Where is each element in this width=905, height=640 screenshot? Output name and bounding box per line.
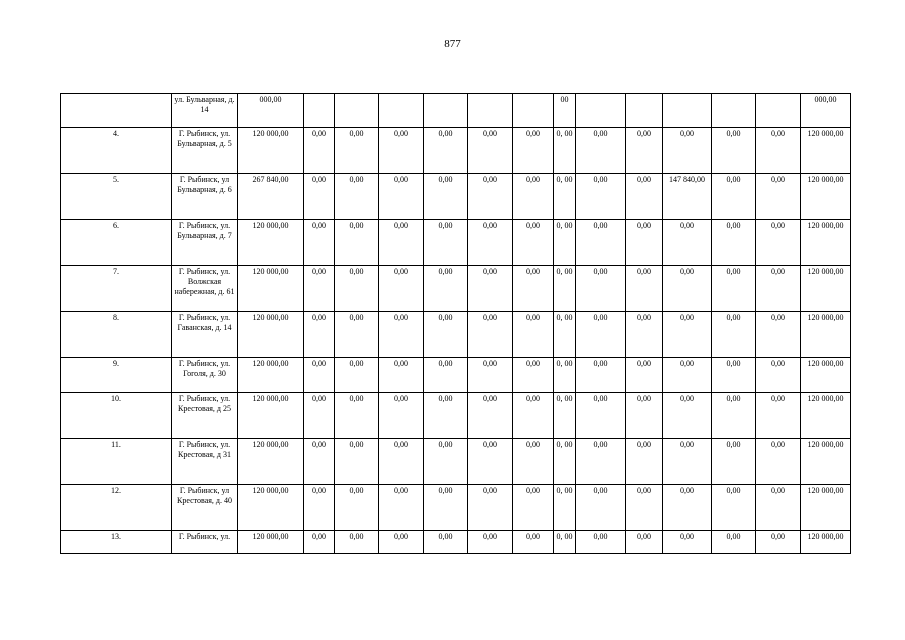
value-cell: 0, 00 [554,358,576,393]
value-cell: 0,00 [576,174,626,220]
address-cell: Г. Рыбинск, ул. Крестовая, д 25 [172,393,238,439]
row-number-cell: 5. [61,174,172,220]
value-cell: 0,00 [335,128,379,174]
value-cell: 0,00 [576,393,626,439]
value-cell: 0,00 [468,393,513,439]
value-cell: 0,00 [576,220,626,266]
value-cell: 0,00 [335,439,379,485]
value-cell: 0,00 [468,128,513,174]
value-cell: 0,00 [379,531,424,554]
value-cell: 0, 00 [554,266,576,312]
value-cell: 0,00 [304,128,335,174]
value-cell: 0,00 [513,220,554,266]
address-cell: Г. Рыбинск, ул. Волжская набережная, д. 61 [172,266,238,312]
address-cell: ул. Бульварная, д. 14 [172,94,238,128]
value-cell: 0,00 [576,439,626,485]
value-cell: 0,00 [379,266,424,312]
table-row [61,220,851,266]
value-cell: 0,00 [468,485,513,531]
value-cell: 0,00 [712,358,756,393]
address-cell: Г. Рыбинск, ул Крестовая, д. 40 [172,485,238,531]
value-cell [663,94,712,128]
value-cell: 120 000,00 [801,485,851,531]
row-number-cell: 12. [61,485,172,531]
value-cell: 0,00 [379,485,424,531]
value-cell: 0,00 [424,220,468,266]
value-cell: 0,00 [468,439,513,485]
row-number-cell: 9. [61,358,172,393]
value-cell: 0,00 [663,358,712,393]
value-cell [424,94,468,128]
value-cell: 0,00 [663,266,712,312]
value-cell: 0,00 [626,266,663,312]
value-cell: 0,00 [335,393,379,439]
value-cell: 0,00 [756,531,801,554]
value-cell: 0,00 [626,220,663,266]
value-cell: 00 [554,94,576,128]
value-cell: 0,00 [424,266,468,312]
value-cell: 0, 00 [554,220,576,266]
value-cell: 0,00 [626,174,663,220]
value-cell: 0,00 [513,531,554,554]
row-number-cell: 8. [61,312,172,358]
value-cell: 0,00 [712,266,756,312]
row-number-cell: 6. [61,220,172,266]
value-cell: 0,00 [304,531,335,554]
value-cell: 0,00 [468,531,513,554]
value-cell: 0,00 [424,485,468,531]
table-row [61,439,851,485]
value-cell: 120 000,00 [801,358,851,393]
value-cell: 0,00 [379,174,424,220]
value-cell [335,94,379,128]
value-cell: 0,00 [379,393,424,439]
value-cell: 0,00 [712,220,756,266]
value-cell: 0,00 [663,220,712,266]
value-cell [379,94,424,128]
value-cell: 120 000,00 [238,266,304,312]
value-cell: 0,00 [626,531,663,554]
value-cell: 0, 00 [554,439,576,485]
value-cell: 0,00 [335,312,379,358]
value-cell: 0,00 [424,312,468,358]
value-cell: 0,00 [626,439,663,485]
value-cell: 0,00 [335,266,379,312]
value-cell: 0,00 [712,439,756,485]
row-number-cell: 11. [61,439,172,485]
value-cell [712,94,756,128]
value-cell: 0,00 [626,128,663,174]
value-cell: 120 000,00 [801,128,851,174]
value-cell: 0,00 [663,128,712,174]
table-row [61,266,851,312]
value-cell: 0,00 [424,393,468,439]
row-number-cell: 10. [61,393,172,439]
value-cell [468,94,513,128]
address-cell: Г. Рыбинск, ул. Гаванская, д. 14 [172,312,238,358]
value-cell [304,94,335,128]
value-cell: 0,00 [663,312,712,358]
value-cell: 0,00 [424,531,468,554]
value-cell: 0, 00 [554,393,576,439]
value-cell: 0,00 [756,312,801,358]
data-table [60,93,851,554]
value-cell: 0,00 [304,220,335,266]
value-cell: 0,00 [513,393,554,439]
value-cell: 120 000,00 [801,220,851,266]
value-cell: 0,00 [335,531,379,554]
value-cell: 000,00 [238,94,304,128]
value-cell: 0,00 [712,531,756,554]
value-cell: 0,00 [663,531,712,554]
value-cell: 0,00 [304,358,335,393]
value-cell: 0,00 [576,358,626,393]
table-row [61,128,851,174]
value-cell: 0,00 [513,174,554,220]
value-cell: 0,00 [468,358,513,393]
value-cell: 0,00 [712,393,756,439]
value-cell: 0,00 [756,220,801,266]
value-cell: 0,00 [712,312,756,358]
value-cell: 120 000,00 [801,393,851,439]
value-cell: 0,00 [379,128,424,174]
value-cell: 147 840,00 [663,174,712,220]
value-cell: 0,00 [626,312,663,358]
value-cell: 0,00 [576,485,626,531]
value-cell: 120 000,00 [238,358,304,393]
value-cell: 0, 00 [554,485,576,531]
value-cell: 0,00 [304,485,335,531]
value-cell: 120 000,00 [238,312,304,358]
value-cell: 0,00 [304,174,335,220]
value-cell: 120 000,00 [238,531,304,554]
value-cell: 0,00 [513,485,554,531]
value-cell: 0,00 [756,266,801,312]
row-number-cell: 7. [61,266,172,312]
value-cell: 0,00 [468,174,513,220]
value-cell: 0,00 [663,485,712,531]
table-row [61,393,851,439]
value-cell: 0,00 [335,220,379,266]
table-row [61,174,851,220]
value-cell: 0,00 [379,358,424,393]
value-cell: 0,00 [576,312,626,358]
value-cell: 0,00 [712,128,756,174]
value-cell: 0,00 [468,266,513,312]
address-cell: Г. Рыбинск, ул. Крестовая, д 31 [172,439,238,485]
table-row [61,312,851,358]
value-cell: 0,00 [663,439,712,485]
value-cell: 267 840,00 [238,174,304,220]
row-number-cell: 13. [61,531,172,554]
value-cell: 0, 00 [554,174,576,220]
value-cell: 0, 00 [554,312,576,358]
value-cell: 0,00 [663,393,712,439]
value-cell: 120 000,00 [238,128,304,174]
value-cell: 0,00 [513,358,554,393]
value-cell: 0,00 [513,128,554,174]
value-cell: 0,00 [304,266,335,312]
value-cell: 0, 00 [554,531,576,554]
value-cell: 000,00 [801,94,851,128]
value-cell: 0,00 [468,220,513,266]
value-cell: 0,00 [468,312,513,358]
value-cell: 0,00 [304,312,335,358]
value-cell: 0,00 [712,485,756,531]
address-cell: Г. Рыбинск, ул Бульварная, д. 6 [172,174,238,220]
value-cell: 120 000,00 [801,266,851,312]
value-cell: 0,00 [424,358,468,393]
page-number: 877 [444,38,461,50]
value-cell: 120 000,00 [801,312,851,358]
table-row [61,94,851,128]
value-cell: 0,00 [513,439,554,485]
value-cell: 0,00 [756,358,801,393]
value-cell: 0,00 [379,439,424,485]
value-cell: 0,00 [513,312,554,358]
value-cell: 0,00 [756,439,801,485]
value-cell: 120 000,00 [238,220,304,266]
value-cell: 0,00 [379,312,424,358]
value-cell: 120 000,00 [801,174,851,220]
row-number-cell [61,94,172,128]
value-cell: 0,00 [424,128,468,174]
row-number-cell: 4. [61,128,172,174]
value-cell [626,94,663,128]
value-cell: 0,00 [756,393,801,439]
value-cell: 0,00 [626,393,663,439]
table-row [61,485,851,531]
value-cell [576,94,626,128]
value-cell: 120 000,00 [238,485,304,531]
value-cell: 0,00 [379,220,424,266]
value-cell: 0,00 [304,439,335,485]
value-cell: 120 000,00 [801,531,851,554]
table-row [61,358,851,393]
value-cell: 0,00 [756,485,801,531]
value-cell: 120 000,00 [238,439,304,485]
value-cell: 0,00 [335,358,379,393]
value-cell: 0,00 [424,174,468,220]
value-cell: 0,00 [576,266,626,312]
value-cell: 0,00 [304,393,335,439]
value-cell: 0,00 [626,358,663,393]
value-cell: 0,00 [513,266,554,312]
value-cell [513,94,554,128]
value-cell: 0,00 [756,174,801,220]
value-cell: 0,00 [335,174,379,220]
value-cell: 0,00 [424,439,468,485]
address-cell: Г. Рыбинск, ул. [172,531,238,554]
value-cell: 0, 00 [554,128,576,174]
address-cell: Г. Рыбинск, ул. Бульварная, д. 7 [172,220,238,266]
value-cell: 0,00 [626,485,663,531]
value-cell: 0,00 [576,531,626,554]
address-cell: Г. Рыбинск, ул. Бульварная, д. 5 [172,128,238,174]
value-cell: 0,00 [712,174,756,220]
address-cell: Г. Рыбинск, ул. Гоголя, д. 30 [172,358,238,393]
value-cell: 0,00 [576,128,626,174]
value-cell [756,94,801,128]
value-cell: 120 000,00 [238,393,304,439]
value-cell: 120 000,00 [801,439,851,485]
value-cell: 0,00 [335,485,379,531]
value-cell: 0,00 [756,128,801,174]
table-row [61,531,851,554]
